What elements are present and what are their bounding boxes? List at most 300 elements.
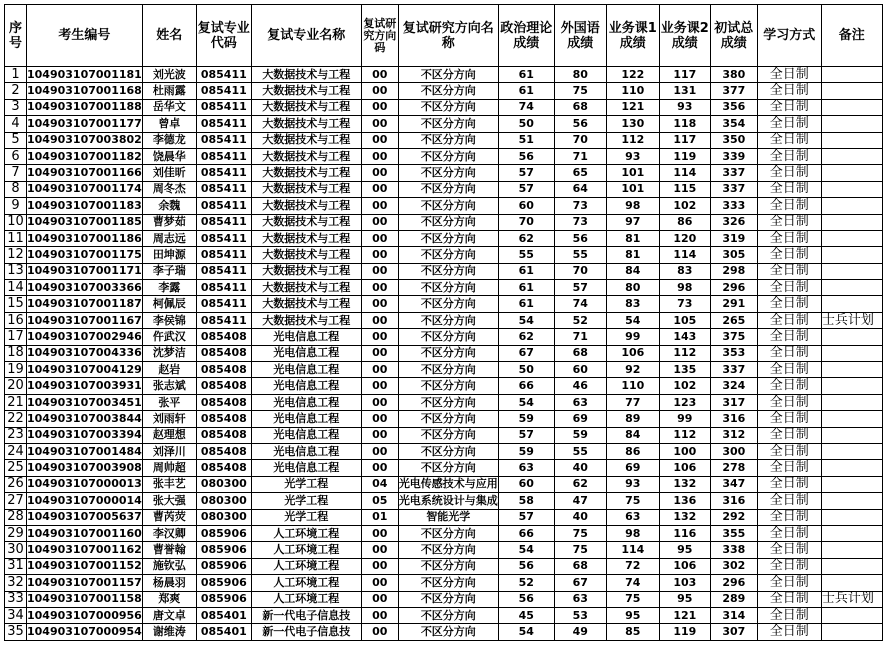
cell-seq: 22 [5, 411, 27, 427]
cell-course2: 116 [659, 525, 710, 541]
cell-politics: 74 [498, 99, 554, 115]
cell-seq: 26 [5, 476, 27, 492]
cell-politics: 54 [498, 624, 554, 640]
cell-candidate-id: 104903107001158 [27, 591, 143, 607]
cell-major-code: 085411 [196, 116, 251, 132]
col-header-foreign: 外国语成绩 [554, 5, 606, 67]
cell-course1: 93 [606, 476, 659, 492]
table-body [5, 67, 883, 641]
cell-seq: 4 [5, 116, 27, 132]
cell-note [821, 247, 882, 263]
cell-seq: 16 [5, 312, 27, 328]
cell-candidate-id: 104903107001167 [27, 312, 143, 328]
cell-course2: 99 [659, 411, 710, 427]
table-row [5, 181, 883, 197]
cell-major-name: 大数据技术与工程 [251, 181, 361, 197]
cell-dir-name: 不区分方向 [398, 542, 498, 558]
cell-course1: 89 [606, 411, 659, 427]
cell-mode: 全日制 [757, 99, 821, 115]
cell-dir-code: 00 [361, 198, 398, 214]
cell-name: 李侯锦 [142, 312, 196, 328]
cell-note [821, 83, 882, 99]
cell-major-code: 085906 [196, 542, 251, 558]
cell-candidate-id: 104903107000954 [27, 624, 143, 640]
cell-foreign: 68 [554, 99, 606, 115]
cell-note [821, 67, 882, 83]
cell-mode: 全日制 [757, 509, 821, 525]
cell-course2: 119 [659, 148, 710, 164]
cell-name: 刘泽川 [142, 443, 196, 459]
cell-dir-name: 不区分方向 [398, 99, 498, 115]
cell-foreign: 40 [554, 509, 606, 525]
cell-major-code: 085411 [196, 67, 251, 83]
cell-candidate-id: 104903107001188 [27, 99, 143, 115]
cell-candidate-id: 104903107003931 [27, 378, 143, 394]
cell-note [821, 476, 882, 492]
cell-note [821, 607, 882, 623]
cell-dir-code: 00 [361, 312, 398, 328]
cell-major-name: 大数据技术与工程 [251, 99, 361, 115]
table-row [5, 525, 883, 541]
cell-note [821, 460, 882, 476]
table-row [5, 476, 883, 492]
col-header-note: 备注 [821, 5, 882, 67]
cell-politics: 57 [498, 427, 554, 443]
cell-foreign: 56 [554, 230, 606, 246]
cell-name: 刘光波 [142, 67, 196, 83]
cell-course2: 114 [659, 165, 710, 181]
cell-name: 沈梦洁 [142, 345, 196, 361]
cell-note [821, 509, 882, 525]
cell-course1: 130 [606, 116, 659, 132]
cell-major-name: 大数据技术与工程 [251, 247, 361, 263]
cell-dir-name: 光电传感技术与应用 [398, 476, 498, 492]
cell-mode: 全日制 [757, 394, 821, 410]
cell-foreign: 52 [554, 312, 606, 328]
cell-course2: 100 [659, 443, 710, 459]
cell-politics: 57 [498, 165, 554, 181]
cell-mode: 全日制 [757, 575, 821, 591]
cell-note [821, 427, 882, 443]
cell-name: 赵岩 [142, 362, 196, 378]
cell-major-code: 085408 [196, 362, 251, 378]
cell-candidate-id: 104903107000013 [27, 476, 143, 492]
cell-candidate-id: 104903107001171 [27, 263, 143, 279]
cell-course1: 97 [606, 214, 659, 230]
cell-major-name: 大数据技术与工程 [251, 263, 361, 279]
cell-politics: 56 [498, 148, 554, 164]
cell-major-code: 085411 [196, 165, 251, 181]
table-row [5, 116, 883, 132]
cell-course2: 112 [659, 345, 710, 361]
col-header-major-code: 复试专业代码 [196, 5, 251, 67]
cell-politics: 59 [498, 411, 554, 427]
cell-course1: 106 [606, 345, 659, 361]
cell-dir-code: 00 [361, 296, 398, 312]
cell-politics: 59 [498, 443, 554, 459]
cell-mode: 全日制 [757, 378, 821, 394]
cell-total: 302 [710, 558, 757, 574]
cell-dir-code: 00 [361, 411, 398, 427]
cell-course2: 86 [659, 214, 710, 230]
table-row [5, 230, 883, 246]
cell-major-name: 光电信息工程 [251, 329, 361, 345]
cell-seq: 7 [5, 165, 27, 181]
cell-mode: 全日制 [757, 296, 821, 312]
cell-note [821, 148, 882, 164]
cell-major-name: 光学工程 [251, 476, 361, 492]
cell-politics: 56 [498, 591, 554, 607]
cell-seq: 25 [5, 460, 27, 476]
cell-major-code: 085408 [196, 394, 251, 410]
cell-course1: 74 [606, 575, 659, 591]
cell-major-name: 大数据技术与工程 [251, 132, 361, 148]
cell-dir-name: 不区分方向 [398, 263, 498, 279]
cell-mode: 全日制 [757, 263, 821, 279]
cell-foreign: 68 [554, 345, 606, 361]
table-row [5, 296, 883, 312]
cell-seq: 24 [5, 443, 27, 459]
cell-total: 291 [710, 296, 757, 312]
cell-course2: 132 [659, 509, 710, 525]
cell-major-name: 光电信息工程 [251, 394, 361, 410]
cell-dir-name: 不区分方向 [398, 624, 498, 640]
cell-seq: 23 [5, 427, 27, 443]
cell-dir-code: 00 [361, 607, 398, 623]
cell-course1: 83 [606, 296, 659, 312]
admission-list [4, 4, 883, 641]
cell-name: 余魏 [142, 198, 196, 214]
cell-dir-name: 智能光学 [398, 509, 498, 525]
table-row [5, 312, 883, 328]
cell-major-name: 大数据技术与工程 [251, 280, 361, 296]
cell-seq: 33 [5, 591, 27, 607]
cell-note [821, 116, 882, 132]
table-row [5, 493, 883, 509]
cell-major-code: 080300 [196, 476, 251, 492]
cell-mode: 全日制 [757, 460, 821, 476]
cell-course1: 63 [606, 509, 659, 525]
cell-name: 刘佳昕 [142, 165, 196, 181]
cell-major-name: 大数据技术与工程 [251, 148, 361, 164]
cell-mode: 全日制 [757, 165, 821, 181]
cell-seq: 2 [5, 83, 27, 99]
cell-mode: 全日制 [757, 148, 821, 164]
cell-seq: 34 [5, 607, 27, 623]
cell-dir-name: 不区分方向 [398, 443, 498, 459]
cell-candidate-id: 104903107001177 [27, 116, 143, 132]
cell-course2: 95 [659, 591, 710, 607]
col-header-course1: 业务课1成绩 [606, 5, 659, 67]
cell-mode: 全日制 [757, 362, 821, 378]
col-header-id: 考生编号 [27, 5, 143, 67]
cell-major-name: 大数据技术与工程 [251, 214, 361, 230]
cell-total: 324 [710, 378, 757, 394]
cell-major-code: 085411 [196, 198, 251, 214]
cell-foreign: 75 [554, 83, 606, 99]
cell-total: 338 [710, 542, 757, 558]
col-header-total: 初试总成绩 [710, 5, 757, 67]
cell-mode: 全日制 [757, 132, 821, 148]
cell-mode: 全日制 [757, 607, 821, 623]
cell-dir-code: 00 [361, 116, 398, 132]
cell-name: 曾卓 [142, 116, 196, 132]
cell-foreign: 53 [554, 607, 606, 623]
cell-dir-code: 04 [361, 476, 398, 492]
cell-major-name: 新一代电子信息技 [251, 624, 361, 640]
cell-major-code: 085411 [196, 83, 251, 99]
cell-dir-name: 光电系统设计与集成 [398, 493, 498, 509]
cell-foreign: 49 [554, 624, 606, 640]
cell-mode: 全日制 [757, 427, 821, 443]
cell-politics: 54 [498, 312, 554, 328]
cell-candidate-id: 104903107003908 [27, 460, 143, 476]
cell-politics: 67 [498, 345, 554, 361]
cell-major-name: 人工环境工程 [251, 575, 361, 591]
cell-major-code: 085401 [196, 607, 251, 623]
cell-course2: 117 [659, 67, 710, 83]
cell-course1: 99 [606, 329, 659, 345]
table-row [5, 362, 883, 378]
cell-politics: 61 [498, 263, 554, 279]
cell-seq: 3 [5, 99, 27, 115]
col-header-name: 姓名 [142, 5, 196, 67]
cell-seq: 9 [5, 198, 27, 214]
cell-major-code: 085408 [196, 411, 251, 427]
cell-major-name: 新一代电子信息技 [251, 607, 361, 623]
cell-seq: 8 [5, 181, 27, 197]
cell-name: 谢维涛 [142, 624, 196, 640]
cell-candidate-id: 104903107001181 [27, 67, 143, 83]
cell-politics: 60 [498, 476, 554, 492]
cell-course1: 114 [606, 542, 659, 558]
cell-course1: 110 [606, 378, 659, 394]
cell-note [821, 493, 882, 509]
table-row [5, 624, 883, 640]
cell-course2: 117 [659, 132, 710, 148]
cell-course1: 92 [606, 362, 659, 378]
cell-major-name: 大数据技术与工程 [251, 230, 361, 246]
table-row [5, 214, 883, 230]
table-row [5, 280, 883, 296]
cell-name: 李子瑞 [142, 263, 196, 279]
cell-mode: 全日制 [757, 493, 821, 509]
cell-foreign: 56 [554, 116, 606, 132]
cell-seq: 12 [5, 247, 27, 263]
cell-mode: 全日制 [757, 67, 821, 83]
cell-foreign: 70 [554, 132, 606, 148]
cell-dir-name: 不区分方向 [398, 296, 498, 312]
cell-politics: 70 [498, 214, 554, 230]
cell-major-name: 光学工程 [251, 493, 361, 509]
cell-name: 刘雨轩 [142, 411, 196, 427]
cell-foreign: 60 [554, 362, 606, 378]
cell-seq: 27 [5, 493, 27, 509]
cell-name: 周志远 [142, 230, 196, 246]
cell-candidate-id: 104903107001168 [27, 83, 143, 99]
cell-dir-name: 不区分方向 [398, 558, 498, 574]
cell-dir-name: 不区分方向 [398, 198, 498, 214]
cell-total: 317 [710, 394, 757, 410]
cell-candidate-id: 104903107001186 [27, 230, 143, 246]
cell-politics: 62 [498, 329, 554, 345]
cell-foreign: 63 [554, 394, 606, 410]
cell-politics: 61 [498, 67, 554, 83]
cell-dir-code: 00 [361, 460, 398, 476]
cell-major-name: 光电信息工程 [251, 460, 361, 476]
cell-name: 仵武汉 [142, 329, 196, 345]
cell-foreign: 62 [554, 476, 606, 492]
cell-mode: 全日制 [757, 542, 821, 558]
table-row [5, 558, 883, 574]
cell-major-code: 085411 [196, 230, 251, 246]
cell-course1: 69 [606, 460, 659, 476]
cell-dir-name: 不区分方向 [398, 247, 498, 263]
cell-mode: 全日制 [757, 411, 821, 427]
cell-candidate-id: 104903107001152 [27, 558, 143, 574]
cell-note [821, 394, 882, 410]
cell-course2: 120 [659, 230, 710, 246]
cell-name: 田坤源 [142, 247, 196, 263]
cell-mode: 全日制 [757, 525, 821, 541]
cell-course1: 98 [606, 198, 659, 214]
cell-mode: 全日制 [757, 83, 821, 99]
cell-foreign: 71 [554, 329, 606, 345]
table-row [5, 247, 883, 263]
col-header-seq: 序号 [5, 5, 27, 67]
cell-note [821, 99, 882, 115]
header-row [5, 5, 883, 67]
cell-major-code: 080300 [196, 493, 251, 509]
cell-candidate-id: 104903107001187 [27, 296, 143, 312]
cell-dir-code: 00 [361, 329, 398, 345]
cell-name: 张大强 [142, 493, 196, 509]
cell-dir-name: 不区分方向 [398, 427, 498, 443]
cell-dir-name: 不区分方向 [398, 607, 498, 623]
cell-dir-name: 不区分方向 [398, 214, 498, 230]
cell-dir-code: 00 [361, 247, 398, 263]
cell-candidate-id: 104903107001162 [27, 542, 143, 558]
cell-seq: 19 [5, 362, 27, 378]
cell-dir-name: 不区分方向 [398, 575, 498, 591]
cell-dir-name: 不区分方向 [398, 116, 498, 132]
cell-major-code: 085411 [196, 132, 251, 148]
cell-total: 314 [710, 607, 757, 623]
table-row [5, 378, 883, 394]
cell-candidate-id: 104903107005637 [27, 509, 143, 525]
cell-dir-name: 不区分方向 [398, 132, 498, 148]
cell-politics: 61 [498, 280, 554, 296]
cell-course1: 75 [606, 591, 659, 607]
cell-dir-code: 00 [361, 558, 398, 574]
cell-foreign: 59 [554, 427, 606, 443]
cell-name: 岳华文 [142, 99, 196, 115]
cell-total: 353 [710, 345, 757, 361]
cell-candidate-id: 104903107001157 [27, 575, 143, 591]
cell-course2: 83 [659, 263, 710, 279]
cell-course2: 95 [659, 542, 710, 558]
cell-dir-code: 00 [361, 148, 398, 164]
cell-seq: 13 [5, 263, 27, 279]
cell-name: 柯佩辰 [142, 296, 196, 312]
cell-course2: 115 [659, 181, 710, 197]
cell-mode: 全日制 [757, 312, 821, 328]
cell-dir-code: 00 [361, 280, 398, 296]
cell-major-code: 085408 [196, 345, 251, 361]
cell-seq: 29 [5, 525, 27, 541]
cell-note [821, 198, 882, 214]
cell-total: 375 [710, 329, 757, 345]
cell-major-name: 光电信息工程 [251, 443, 361, 459]
cell-dir-code: 00 [361, 214, 398, 230]
cell-foreign: 71 [554, 148, 606, 164]
cell-politics: 60 [498, 198, 554, 214]
cell-note [821, 345, 882, 361]
cell-candidate-id: 104903107003451 [27, 394, 143, 410]
cell-candidate-id: 104903107003366 [27, 280, 143, 296]
cell-foreign: 73 [554, 214, 606, 230]
col-header-major-name: 复试专业名称 [251, 5, 361, 67]
cell-seq: 28 [5, 509, 27, 525]
cell-name: 李露 [142, 280, 196, 296]
cell-candidate-id: 104903107000956 [27, 607, 143, 623]
cell-major-code: 085411 [196, 312, 251, 328]
cell-course1: 77 [606, 394, 659, 410]
cell-note [821, 132, 882, 148]
cell-mode: 全日制 [757, 116, 821, 132]
cell-dir-name: 不区分方向 [398, 345, 498, 361]
cell-note [821, 230, 882, 246]
cell-course2: 103 [659, 575, 710, 591]
cell-candidate-id: 104903107002946 [27, 329, 143, 345]
cell-name: 张平 [142, 394, 196, 410]
cell-major-name: 光电信息工程 [251, 362, 361, 378]
cell-politics: 50 [498, 362, 554, 378]
cell-mode: 全日制 [757, 214, 821, 230]
cell-dir-name: 不区分方向 [398, 591, 498, 607]
cell-dir-code: 00 [361, 263, 398, 279]
cell-course1: 98 [606, 525, 659, 541]
cell-dir-code: 00 [361, 542, 398, 558]
cell-name: 李德龙 [142, 132, 196, 148]
cell-mode: 全日制 [757, 345, 821, 361]
table-row [5, 542, 883, 558]
cell-seq: 6 [5, 148, 27, 164]
cell-seq: 32 [5, 575, 27, 591]
cell-mode: 全日制 [757, 624, 821, 640]
cell-major-name: 人工环境工程 [251, 591, 361, 607]
cell-major-code: 085411 [196, 214, 251, 230]
cell-politics: 57 [498, 509, 554, 525]
cell-politics: 62 [498, 230, 554, 246]
table-row [5, 198, 883, 214]
cell-politics: 57 [498, 181, 554, 197]
table-row [5, 509, 883, 525]
cell-note: 士兵计划 [821, 591, 882, 607]
cell-mode: 全日制 [757, 558, 821, 574]
cell-foreign: 55 [554, 443, 606, 459]
cell-course1: 112 [606, 132, 659, 148]
cell-name: 周帅超 [142, 460, 196, 476]
cell-dir-name: 不区分方向 [398, 525, 498, 541]
cell-politics: 66 [498, 378, 554, 394]
cell-name: 唐文卓 [142, 607, 196, 623]
cell-major-code: 085906 [196, 525, 251, 541]
table-row [5, 411, 883, 427]
cell-course1: 54 [606, 312, 659, 328]
cell-total: 292 [710, 509, 757, 525]
cell-politics: 61 [498, 296, 554, 312]
